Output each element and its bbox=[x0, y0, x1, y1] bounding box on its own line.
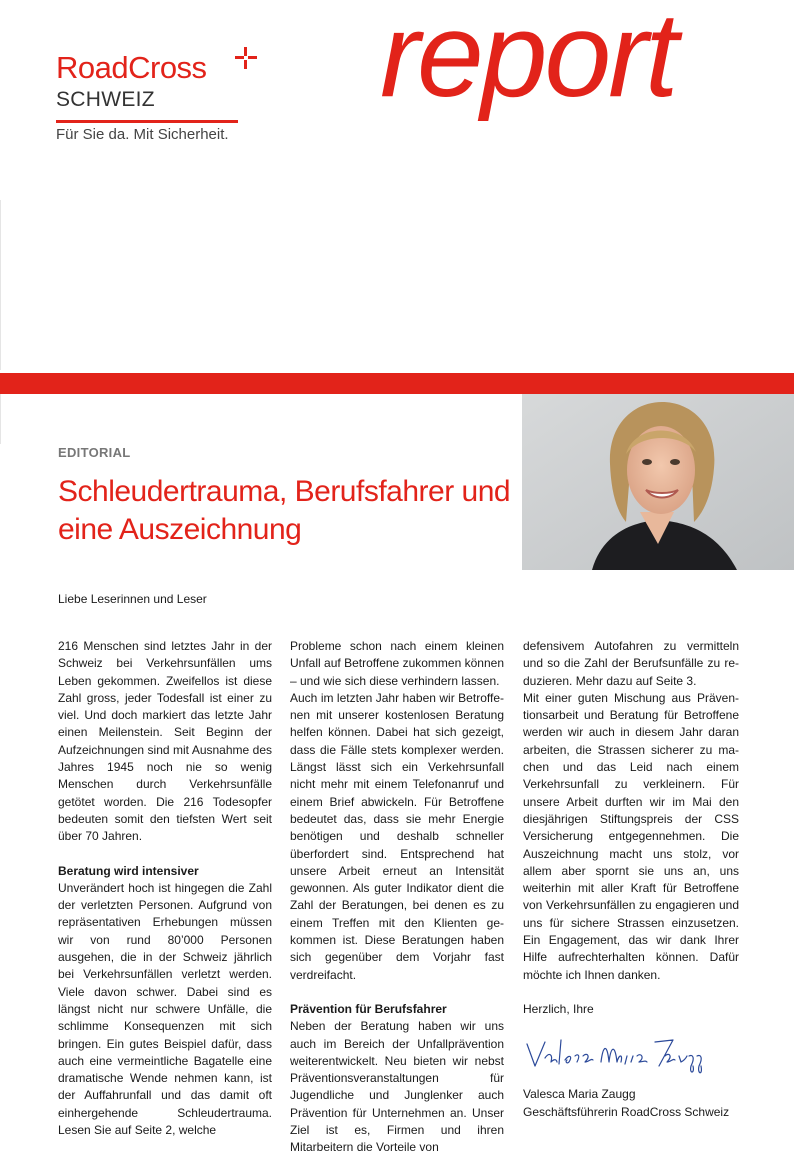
text-column-2 bbox=[290, 638, 504, 1157]
subheading: Beratung wird intensiver bbox=[58, 863, 199, 878]
logo-country: SCHWEIZ bbox=[56, 88, 155, 111]
subheading: Prävention für Berufsfahrer bbox=[290, 1001, 447, 1016]
paragraph: Unverändert hoch ist hingegen die Zahl der verletzten Personen. Aufgrund von repräsentativen Erhebungen müssen wir von rund 80’000 Personen ausgehen, die in der Schweiz jährlich bei Verkehrsunfällen verletzt werden. Viele davon schwer. Dabei sind es längst nicht nur schwere Unfälle, die schlimme Konsequenzen mit sich bringen. Ein gutes Beispiel dafür, dass auch eine vermeintliche Bagatelle eine dramatische Wende nehmen kann, ist der Auffahrunfall und das damit oft einhergehende Schleudertrauma. Lesen Sie auf Seite 2, welche bbox=[58, 880, 272, 1138]
handwritten-signature bbox=[523, 1032, 713, 1078]
article-headline: Schleudertrauma, Berufsfahrer und eine Auszeichnung bbox=[58, 475, 511, 546]
paragraph: defensivem Autofahren zu vermitteln und so die Zahl der Berufsunfälle zu reduzieren. Mehr dazu auf Seite 3. bbox=[523, 639, 739, 688]
paragraph: 216 Menschen sind letztes Jahr in der Schweiz bei Verkehrsunfällen ums Leben gekommen. Zweifellos ist diese Zahl gross, jeder Todesfall ist einer zu viel. Und doch markiert das letzte Jahr einen Meilenstein. Seit Beginn der Aufzeichnungen sind mit Ausnahme des Jahres 1945 noch nie so wenig Menschen durch Verkehrsunfälle getötet worden. Die 216 Todesopfer bedeuten somit den tiefsten Wert seit über 70 Jahren. bbox=[58, 639, 272, 844]
logo-divider bbox=[56, 120, 238, 123]
text-column-1 bbox=[58, 638, 272, 1139]
header-divider-bar bbox=[0, 373, 794, 394]
paragraph: Mit einer guten Mischung aus Präventionsarbeit und Beratung für Betroffene werden wir auch in diesem Jahr daran arbeiten, die Strassen sicherer zu machen und das Leid nach einem Verkehrsunfall zu verkleinern. Für unsere Arbeit durften wir im Mai den diesjährigen Stiftungspreis der CSS Versicherung entgegennehmen. Die Auszeichnung macht uns stolz, vor allem aber spornt sie uns an, uns weiterhin mit aller Kraft für Betroffene von Verkehrsunfällen zu engagieren und uns für sichere Strassen einzusetzen. Ein Engagement, das wir dank Ihrer Hilfe aufrechterhalten können. Dafür möchte ich Ihnen danken. bbox=[523, 690, 739, 982]
salutation: Liebe Leserinnen und Leser bbox=[58, 592, 207, 606]
paragraph: Auch im letzten Jahr haben wir Betroffenen mit unserer kostenlosen Beratung helfen können. Dabei hat sich gezeigt, dass die Fälle stets komplexer werden. Längst lässt sich ein Verkehrsunfall nicht mehr mit einem Telefonanruf und einem Brief abwickeln. Für Betroffene bedeutet das, dass sie mehr Energie benötigen und deshalb schneller überfordert sind. Entsprechend hat unsere Arbeit erneut an Intensität gewonnen. Als guter Indikator dient die Zahl der Beratungen, bei denen es zu einem Treffen mit den Klienten gekommen ist. Diese Beratungen haben sich gegenüber dem Vorjahr fast verdreifacht. bbox=[290, 690, 504, 982]
cross-icon bbox=[234, 46, 258, 70]
logo-wordmark: RoadCross bbox=[56, 50, 207, 85]
margin-line bbox=[0, 394, 1, 444]
signer-title: Geschäftsführerin RoadCross Schweiz bbox=[523, 1104, 730, 1119]
author-photo bbox=[522, 394, 794, 570]
margin-line bbox=[0, 200, 1, 370]
section-label: EDITORIAL bbox=[58, 445, 131, 460]
logo-tagline: Für Sie da. Mit Sicherheit. bbox=[56, 126, 229, 143]
paragraph: Neben der Beratung haben wir uns auch im Bereich der Unfallprävention weiterentwickelt. Neu bieten wir nebst Präventionsveranstaltungen für Jugendliche und Junglenker auch Prävention für Unternehmen an. Unser Ziel ist es, Firmen und ihren Mitarbeitern die Vorteile von bbox=[290, 1019, 504, 1155]
closing: Herzlich, Ihre bbox=[523, 1001, 594, 1016]
text-column-3 bbox=[523, 638, 739, 1121]
masthead-title: report bbox=[380, 0, 676, 122]
signer-name: Valesca Maria Zaugg bbox=[523, 1087, 636, 1102]
paragraph: Probleme schon nach einem kleinen Unfall auf Betroffene zukommen können – und wie sich diese verhindern lassen. bbox=[290, 639, 504, 688]
